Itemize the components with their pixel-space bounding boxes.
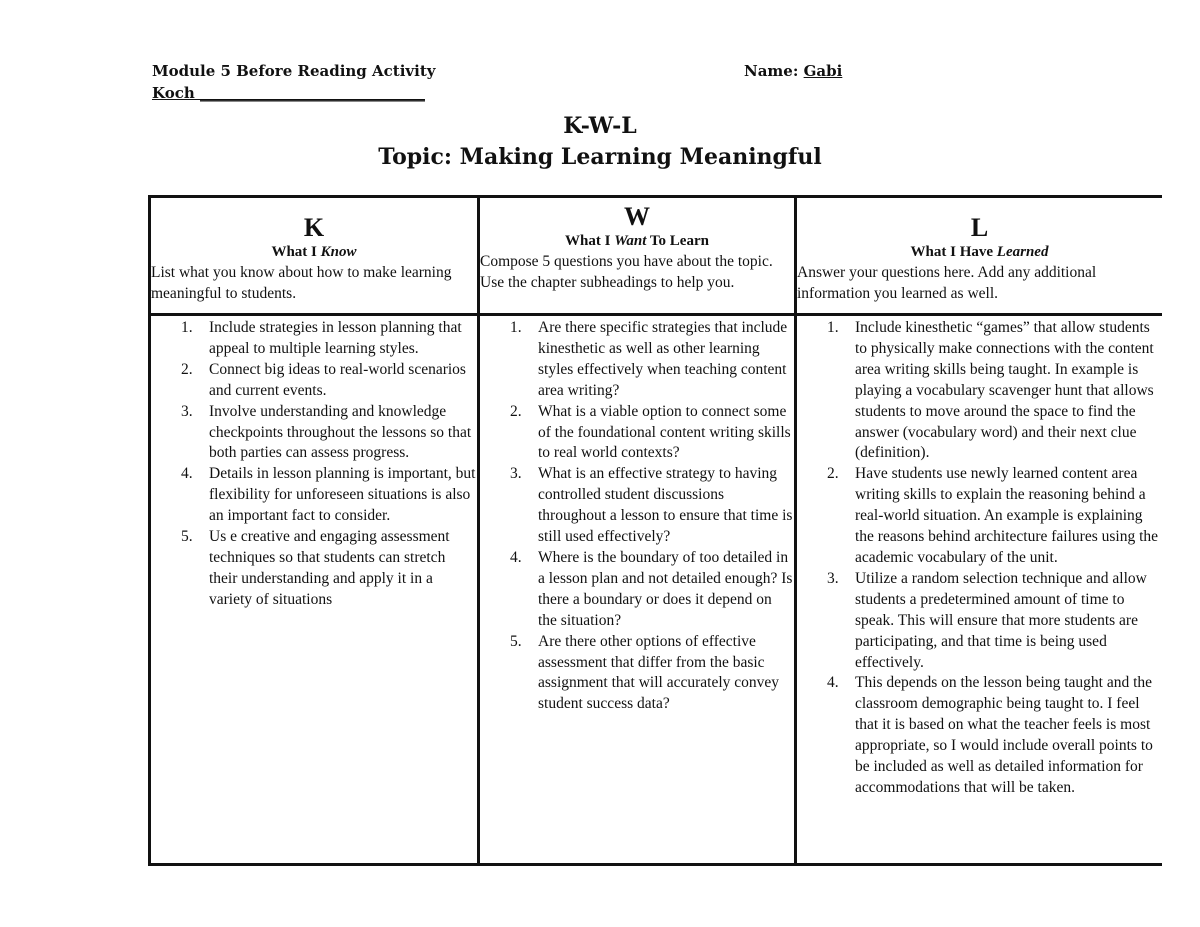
l-list <box>797 318 1162 799</box>
student-first-name: Gabi <box>803 62 843 80</box>
topic-title: Topic: Making Learning Meaningful <box>378 144 822 170</box>
l-letter: L <box>970 213 989 242</box>
w-heading: What I Want To Learn <box>565 233 709 249</box>
l-description: Answer your questions here. Add any additional information you learned as well. <box>797 264 1097 302</box>
header-divider <box>148 313 1162 316</box>
name-line <box>744 61 842 81</box>
k-heading: What I Know <box>271 244 357 260</box>
kwl-title: K-W-L <box>563 113 637 139</box>
list-item: 2. Connect big ideas to real-world scenarios and current events. <box>181 360 466 399</box>
k-letter: K <box>303 213 325 242</box>
w-column-body <box>480 318 794 715</box>
l-heading: What I Have Learned <box>910 244 1049 260</box>
l-column-header <box>797 198 1162 313</box>
w-column-header <box>480 198 794 313</box>
list-item: 4. Where is the boundary of too detailed in a lesson plan and not detailed enough? Is there a boundary or does it depend on the situation? <box>510 548 793 629</box>
k-column-body <box>151 318 477 611</box>
list-item: 5. Us e creative and engaging assessment techniques so that students can stretch their understanding and apply it in a variety of situations <box>181 528 450 608</box>
student-last-name: Koch ______________________________ <box>152 84 425 102</box>
w-list <box>480 318 794 715</box>
name-label: Name: <box>744 62 804 80</box>
list-item: 3. Utilize a random selection technique and allow students a predetermined amount of time to speak. This will ensure that more students are participating, and that time is being used effectively. <box>827 569 1147 671</box>
list-item: 4. This depends on the lesson being taught and the classroom demographic being taught to. I feel that it is based on what the teacher feels is most appropriate, so I would include overall points to be included as well as detailed information for accommodations that will be taken. <box>827 674 1153 796</box>
list-item: 1. Are there specific strategies that include kinesthetic as well as other learning styles effectively when teaching content area writing? <box>510 319 788 399</box>
list-item: 5. Are there other options of effective assessment that differ from the basic assignment that will accurately convey student success data? <box>510 632 780 713</box>
list-item: 3. Involve understanding and knowledge checkpoints throughout the lessons so that both parties can assess progress. <box>181 402 472 462</box>
k-column-header <box>151 198 477 313</box>
list-item: 4. Details in lesson planning is important, but flexibility for unforeseen situations is also an important fact to consider. <box>181 465 476 525</box>
activity-title: Module 5 Before Reading Activity <box>152 62 436 80</box>
list-item: 2. What is a viable option to connect some of the foundational content writing skills to real world contexts? <box>510 402 791 462</box>
kwl-table <box>148 195 1168 866</box>
w-letter: W <box>624 202 650 231</box>
list-item: 1. Include strategies in lesson planning that appeal to multiple learning styles. <box>181 319 462 357</box>
list-item: 1. Include kinesthetic “games” that allow students to physically make connections with the content area writing skills being taught. In example is playing a vocabulary scavenger hunt that allows students to move around the space to find the answer (vocabulary word) and their next clue (definition). <box>827 319 1154 462</box>
k-description: List what you know about how to make learning meaningful to students. <box>151 264 452 302</box>
list-item: 3. What is an effective strategy to having controlled student discussions throughout a lesson to ensure that time is still used effectively? <box>510 465 793 546</box>
table-border-bottom <box>148 863 1162 866</box>
w-description: Compose 5 questions you have about the topic. Use the chapter subheadings to help you. <box>480 253 773 291</box>
l-column-body <box>797 318 1162 799</box>
list-item: 2. Have students use newly learned content area writing skills to explain the reasoning behind a real-world situation. An example is explaining the reasons behind architecture failures using the academic vocabulary of the unit. <box>827 465 1158 566</box>
k-list <box>151 318 477 611</box>
